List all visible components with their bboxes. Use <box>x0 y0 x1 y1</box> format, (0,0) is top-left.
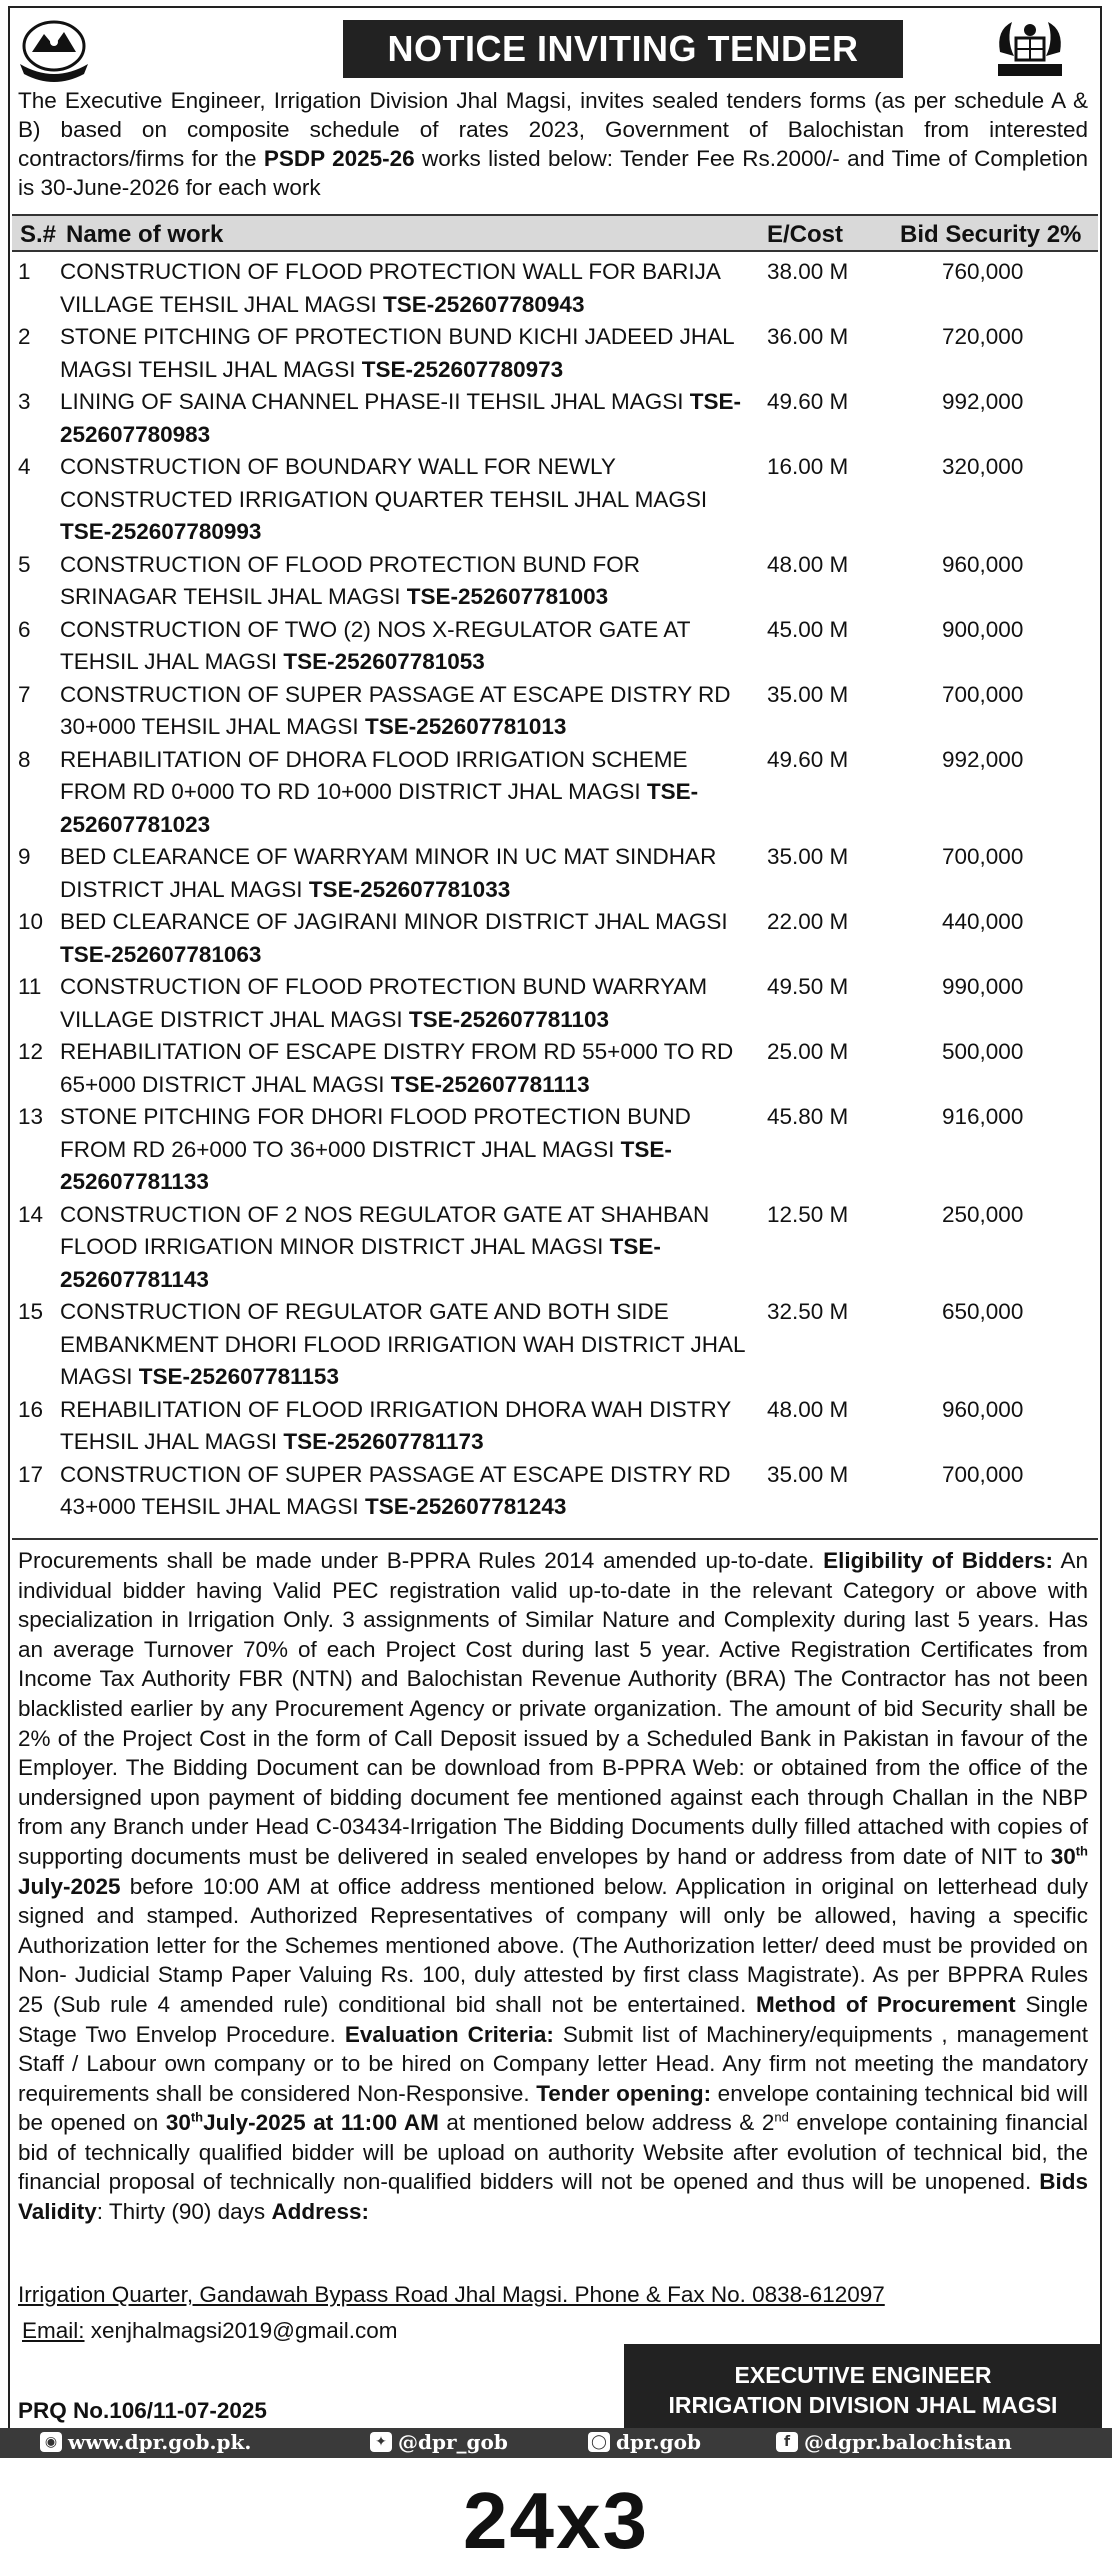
table-row <box>12 679 1098 744</box>
office-address: Irrigation Quarter, Gandawah Bypass Road Jhal Magsi. Phone & Fax No. 0838-612097 <box>18 2282 885 2307</box>
table-row <box>12 321 1098 386</box>
row-serial: 1 <box>18 259 31 284</box>
email-label: Email: <box>22 2318 85 2343</box>
terms-text: Procurements shall be made under B-PPRA Rules 2014 amended up-to-date. <box>18 1548 824 1573</box>
intro-text-1: The Executive Engineer, Irrigation Division Jhal Magsi, invites sealed tenders forms (as per schedule A & B) based on composite schedule of rates 2023, Government of Balochistan from interested contractors/firms for the <box>18 88 1088 171</box>
footer-twitter[interactable] <box>370 2430 508 2454</box>
tse-number: TSE-252607781103 <box>408 1006 610 1032</box>
row-work <box>60 1296 750 1394</box>
row-cost: 48.00 M <box>767 1396 849 1422</box>
row-bid-security: 700,000 <box>942 844 1024 869</box>
terms-text: An individual bidder having Valid PEC registration valid up-to-date in the relevant Category or above with specialization in Irrigation Only. 3 assignments of Similar Nature and Complexity during last 5 years. Has an average Turnover 70% of each Project Cost during last 5 year. Active Registration Certificates from Income Tax Authority FBR (NTN) and Balochistan Revenue Authority (BRA) The Contractor has not been blacklisted earlier by any Procurement Agency or private organization. The amount of bid Security shall be 2% of the Project Cost in the form of Call Deposit issued by a Scheduled Bank in Pakistan in favour of the Employer. The Bidding Document can be download from B-PPRA Web: or obtained from the office of the undersigned upon payment of bidding document fee mentioned against each through Challan in the NBP from any Branch under Head C-03434-Irrigation The Bidding Documents dully filled attached with copies of supporting documents must be delivered in sealed envelopes by hand or address from date of NIT to <box>18 1548 1088 1869</box>
row-bid-security: 960,000 <box>942 551 1024 577</box>
work-description: BED CLEARANCE OF JAGIRANI MINOR DISTRICT JHAL MAGSI <box>60 909 728 934</box>
row-work <box>60 1101 750 1199</box>
tse-number: TSE-252607780983 <box>60 389 742 447</box>
website-link[interactable]: www.dpr.gob.pk. <box>68 2430 252 2454</box>
tse-number: TSE-252607781023 <box>60 779 699 837</box>
row-work <box>60 549 750 614</box>
row-cost: 35.00 M <box>767 681 849 707</box>
row-cost: 45.00 M <box>767 616 849 642</box>
row-cost: 12.50 M <box>767 1201 849 1227</box>
row-serial: 8 <box>18 746 31 772</box>
row-work <box>60 971 750 1036</box>
signature-office: IRRIGATION DIVISION JHAL MAGSI <box>668 2392 1058 2418</box>
row-work <box>60 386 750 451</box>
header-cost: E/Cost <box>767 221 844 248</box>
row-serial: 10 <box>18 909 44 934</box>
row-cost: 49.60 M <box>767 389 849 414</box>
row-serial: 4 <box>18 454 31 479</box>
row-work <box>60 841 750 906</box>
tse-number: TSE-252607781113 <box>390 1071 590 1097</box>
work-description: REHABILITATION OF DHORA FLOOD IRRIGATION SCHEME FROM RD 0+000 TO RD 10+000 DISTRICT JHAL MAGSI <box>60 746 688 804</box>
terms-text: envelope containing technical bid will be opened on <box>18 2080 1088 2136</box>
row-bid-security: 990,000 <box>942 974 1024 999</box>
work-description: REHABILITATION OF ESCAPE DISTRY FROM RD 55+000 TO RD 65+000 DISTRICT JHAL MAGSI <box>60 1039 734 1097</box>
row-bid-security: 500,000 <box>942 1039 1024 1064</box>
work-description: BED CLEARANCE OF WARRYAM MINOR IN UC MAT SINDHAR DISTRICT JHAL MAGSI <box>60 844 717 902</box>
row-cost: 36.00 M <box>767 324 849 349</box>
row-work <box>60 744 750 842</box>
header-work: Name of work <box>66 221 224 248</box>
table-row <box>12 1296 1098 1394</box>
tse-number: TSE-252607781053 <box>283 649 485 674</box>
terms-text: Submit list of Machinery/equipments , management Staff / Labour own company or to be hired on Company letter Head. Any firm not meeting the mandatory requirements shall be considered Non-Responsive. <box>18 2021 1088 2106</box>
header-sn: S.# <box>20 221 57 248</box>
row-serial: 6 <box>18 616 31 642</box>
row-work <box>60 614 750 679</box>
work-description: CONSTRUCTION OF 2 NOS REGULATOR GATE AT SHAHBAN FLOOD IRRIGATION MINOR DISTRICT JHAL MAGSI <box>60 1201 710 1259</box>
evaluation-label: Evaluation Criteria: <box>344 2021 554 2047</box>
tse-number: TSE-252607780993 <box>60 519 262 544</box>
tse-number: TSE-252607781243 <box>364 1494 567 1519</box>
row-bid-security: 700,000 <box>942 1461 1024 1487</box>
notice-title: NOTICE INVITING TENDER <box>343 20 903 78</box>
row-cost: 35.00 M <box>767 1461 849 1487</box>
opening-date: 30thJuly-2025 at 11:00 AM <box>165 2109 439 2136</box>
work-description: CONSTRUCTION OF REGULATOR GATE AND BOTH SIDE EMBANKMENT DHORI FLOOD IRRIGATION WAH DISTRICT JHAL MAGSI <box>60 1299 745 1389</box>
work-description: STONE PITCHING OF PROTECTION BUND KICHI JADEED JHAL MAGSI TEHSIL JHAL MAGSI <box>60 324 734 382</box>
row-work <box>60 1394 750 1459</box>
row-cost: 22.00 M <box>767 909 849 934</box>
row-work <box>60 679 750 744</box>
table-row <box>12 614 1098 679</box>
row-bid-security: 250,000 <box>942 1201 1024 1227</box>
tse-number: TSE-252607781033 <box>308 876 511 902</box>
row-serial: 11 <box>18 974 42 999</box>
work-description: CONSTRUCTION OF FLOOD PROTECTION BUND FOR SRINAGAR TEHSIL JHAL MAGSI <box>60 551 641 609</box>
tender-opening-label: Tender opening: <box>536 2080 712 2106</box>
row-serial: 9 <box>18 844 31 869</box>
row-cost: 25.00 M <box>767 1039 849 1064</box>
work-description: STONE PITCHING FOR DHORI FLOOD PROTECTION BUND FROM RD 26+000 TO 36+000 DISTRICT JHAL MAGSI <box>60 1104 691 1162</box>
psdp-label: PSDP 2025-26 <box>263 146 415 171</box>
work-description: CONSTRUCTION OF SUPER PASSAGE AT ESCAPE DISTRY RD 43+000 TEHSIL JHAL MAGSI <box>60 1461 731 1519</box>
table-row <box>12 451 1098 549</box>
intro-text-2: works listed below: Tender Fee Rs.2000/- and Time of Completion is 30-June-2026 for each work <box>18 146 1088 200</box>
table-row <box>12 386 1098 451</box>
terms-text: at mentioned below address & 2 <box>438 2110 775 2136</box>
ad-size-label: 24x3 <box>463 2476 649 2565</box>
row-serial: 16 <box>18 1396 44 1422</box>
work-description: CONSTRUCTION OF BOUNDARY WALL FOR NEWLY CONSTRUCTED IRRIGATION QUARTER TEHSIL JHAL MAGSI <box>60 454 708 512</box>
works-table-header <box>12 214 1098 252</box>
table-row <box>12 256 1098 321</box>
row-work <box>60 906 750 971</box>
table-row <box>12 1394 1098 1459</box>
tse-number: TSE-252607781003 <box>406 584 609 609</box>
header-bid: Bid Security 2% <box>900 221 1082 248</box>
row-bid-security: 760,000 <box>942 259 1024 284</box>
twitter-icon: ✦ <box>370 2432 392 2452</box>
row-bid-security: 992,000 <box>942 389 1024 414</box>
row-cost: 49.60 M <box>767 746 849 772</box>
table-row <box>12 1036 1098 1101</box>
table-row <box>12 549 1098 614</box>
prq-number: PRQ No.106/11-07-2025 <box>18 2398 267 2423</box>
tse-number: TSE-252607781173 <box>283 1429 484 1454</box>
row-work <box>60 1459 750 1524</box>
row-bid-security: 700,000 <box>942 681 1024 707</box>
table-row <box>12 1101 1098 1199</box>
work-description: CONSTRUCTION OF SUPER PASSAGE AT ESCAPE DISTRY RD 30+000 TEHSIL JHAL MAGSI <box>60 681 731 739</box>
terms-text: Single Stage Two Envelop Procedure. <box>18 1991 1089 2047</box>
row-cost: 16.00 M <box>767 454 849 479</box>
footer-instagram[interactable] <box>588 2430 701 2454</box>
tse-number: TSE-252607781153 <box>138 1364 339 1389</box>
table-row <box>12 1199 1098 1297</box>
tse-number: TSE-252607781143 <box>60 1234 661 1292</box>
tse-number: TSE-252607780943 <box>383 291 585 317</box>
row-work <box>60 1199 750 1297</box>
address-label: Address: <box>271 2199 369 2225</box>
row-serial: 15 <box>18 1299 44 1324</box>
tse-number: TSE-252607780973 <box>361 356 564 382</box>
section-divider <box>12 1538 1098 1540</box>
footer-facebook[interactable] <box>776 2430 1012 2454</box>
row-bid-security: 440,000 <box>942 909 1024 934</box>
footer-web[interactable] <box>40 2430 251 2454</box>
table-row <box>12 841 1098 906</box>
facebook-handle[interactable]: @dgpr.balochistan <box>804 2430 1012 2454</box>
row-serial: 13 <box>18 1104 44 1129</box>
row-cost: 35.00 M <box>767 844 849 869</box>
row-bid-security: 960,000 <box>942 1396 1024 1422</box>
table-row <box>12 906 1098 971</box>
tse-number: TSE-252607781013 <box>364 714 567 739</box>
instagram-handle[interactable]: dpr.gob <box>616 2430 701 2454</box>
intro-paragraph <box>18 86 1088 202</box>
tse-number: TSE-252607781133 <box>60 1136 672 1194</box>
row-bid-security: 900,000 <box>942 616 1024 642</box>
work-description: CONSTRUCTION OF FLOOD PROTECTION BUND WARRYAM VILLAGE DISTRICT JHAL MAGSI <box>60 974 708 1032</box>
footer-bar <box>0 2428 1112 2458</box>
row-cost: 45.80 M <box>767 1104 849 1129</box>
row-bid-security: 916,000 <box>942 1104 1024 1129</box>
table-row <box>12 744 1098 842</box>
instagram-icon: ◯ <box>588 2432 610 2452</box>
row-cost: 38.00 M <box>767 259 849 284</box>
row-serial: 17 <box>18 1461 44 1487</box>
balochistan-emblem-icon <box>14 16 94 82</box>
globe-icon: ◉ <box>40 2432 62 2452</box>
signature-block <box>624 2344 1102 2436</box>
row-cost: 48.00 M <box>767 551 849 577</box>
row-serial: 7 <box>18 681 31 707</box>
work-description: LINING OF SAINA CHANNEL PHASE-II TEHSIL JHAL MAGSI <box>60 389 684 414</box>
row-bid-security: 720,000 <box>942 324 1024 349</box>
tse-number: TSE-252607781063 <box>60 941 262 967</box>
row-bid-security: 650,000 <box>942 1299 1024 1324</box>
row-work <box>60 321 750 386</box>
row-serial: 2 <box>18 324 31 349</box>
row-cost: 32.50 M <box>767 1299 849 1324</box>
terms-paragraph: Procurements shall be made under B-PPRA Rules 2014 amended up-to-date. Eligibility of Bidders: An individual bidder having Valid PEC registration valid up-to-date in the relevant Category or above with specialization in Irrigation Only. 3 assignments of Similar Nature and Complexity during last 5 years. Has an average Turnover 70% of each Project Cost during last 5 year. Active Registration Certificates from Income Tax Authority FBR (NTN) and Balochistan Revenue Authority (BRA) The Contractor has not been blacklisted earlier by any Procurement Agency or private organization. The amount of bid Security shall be 2% of the Project Cost in the form of Call Deposit issued by a Scheduled Bank in Pakistan in favour of the Employer. The Bidding Document can be download from B-PPRA Web: or obtained from the office of the undersigned upon payment of bidding document fee mentioned against each through Challan in the NBP from any Branch under Head C-03434-Irrigation The Bidding Documents dully filled attached with copies of supporting documents must be delivered in sealed envelopes by hand or address from date of NIT to 30th July-2025 before 10:00 AM at office address mentioned below. Application in original on letterhead duly signed and stamped. Authorized Representatives of company will only be allowed, having a specific Authorization letter for the Schemes mentioned above. (The Authorization letter/ deed must be provided on Non- Judicial Stamp Paper Valuing Rs. 100, duly attested by first class Magistrate). As per BPPRA Rules 25 (Sub rule 4 amended rule) conditional bid shall not be entertained. Method of Procurement Single Stage Two Envelop Procedure. Evaluation Criteria: Submit list of Machinery/equipments , management Staff / Labour own company or to be hired on Company letter Head. Any firm not meeting the mandatory requirements shall be considered Non-Responsive. Tender opening: envelope containing technical bid will be opened on 30thJuly-2025 at 11:00 AM at mentioned below address & 2nd envelope containing financial bid of technically qualified bidder will be upload on authority Website after evolution of technical bid, the financial proposal of technically non-qualified bidders will not be opened and thus will be unopened. Bids Validity: Thirty (90) days Address: <box>18 1548 1089 2225</box>
email-line <box>22 2318 398 2344</box>
email-address[interactable]: xenjhalmagsi2019@gmail.com <box>84 2318 398 2343</box>
work-description: REHABILITATION OF FLOOD IRRIGATION DHORA WAH DISTRY TEHSIL JHAL MAGSI <box>60 1396 731 1454</box>
row-bid-security: 992,000 <box>942 746 1024 772</box>
terms-text: before 10:00 AM at office address mentioned below. Application in original on letterhead duly signed and stamped. Authorized Representatives of company will only be allowed, having a specific Authorization letter for the Schemes mentioned above. (The Authorization letter/ deed must be provided on Non- Judicial Stamp Paper Valuing Rs. 100, duly attested by first class Magistrate). As per BPPRA Rules 25 (Sub rule 4 amended rule) conditional bid shall not be entertained. <box>18 1873 1088 2017</box>
row-serial: 5 <box>18 551 31 577</box>
work-description: CONSTRUCTION OF FLOOD PROTECTION WALL FOR BARIJA VILLAGE TEHSIL JHAL MAGSI <box>60 259 720 317</box>
works-table-body <box>12 256 1098 1524</box>
table-row <box>12 971 1098 1036</box>
row-bid-security: 320,000 <box>942 454 1024 479</box>
twitter-handle[interactable]: @dpr_gob <box>398 2430 508 2454</box>
row-work <box>60 256 750 321</box>
validity-label: Bids Validity <box>18 2169 1088 2225</box>
terms-text: : Thirty (90) days <box>96 2199 272 2225</box>
row-work <box>60 1036 750 1101</box>
row-serial: 14 <box>18 1201 44 1227</box>
method-label: Method of Procurement <box>756 1991 1016 2017</box>
table-row <box>12 1459 1098 1524</box>
row-work <box>60 451 750 549</box>
eligibility-label: Eligibility of Bidders: <box>823 1548 1053 1573</box>
row-serial: 12 <box>18 1039 44 1064</box>
submission-date: 30th July-2025 <box>18 1843 1088 1899</box>
facebook-icon: f <box>776 2432 798 2452</box>
work-description: CONSTRUCTION OF TWO (2) NOS X-REGULATOR GATE AT TEHSIL JHAL MAGSI <box>60 616 691 674</box>
terms-text: envelope containing financial bid of technically qualified bidder will be upload on authority Website after evolution of technical bid, the financial proposal of technically non-qualified bidders will not be opened and thus will be unopened. <box>18 2110 1088 2195</box>
government-crest-icon <box>990 16 1070 82</box>
signature-designation: EXECUTIVE ENGINEER <box>734 2362 992 2388</box>
row-serial: 3 <box>18 389 31 414</box>
row-cost: 49.50 M <box>767 974 849 999</box>
